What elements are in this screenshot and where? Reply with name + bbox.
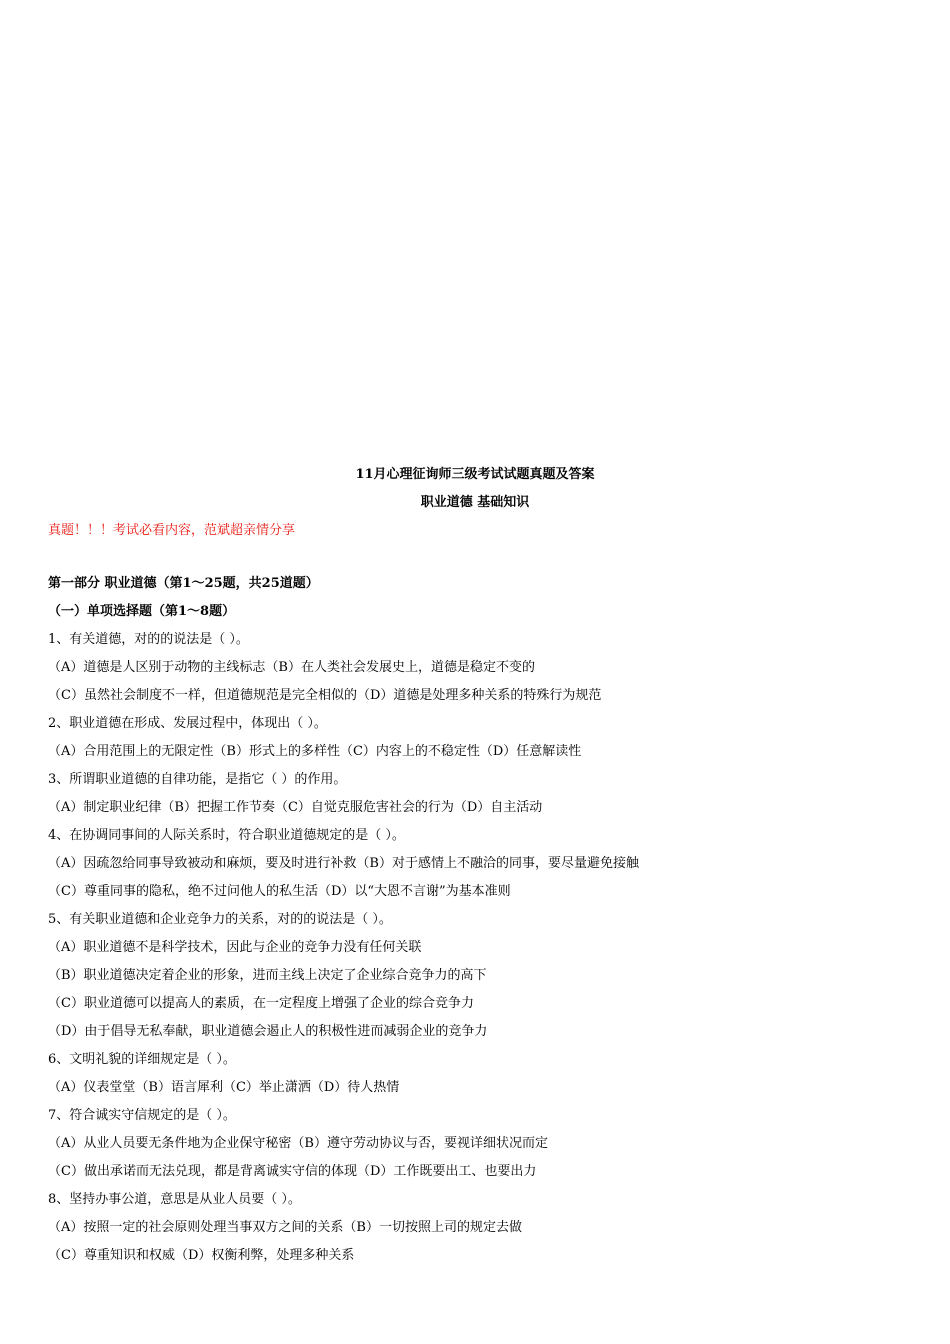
exam-content bbox=[48, 575, 908, 1275]
question-options: （A）按照一定的社会原则处理当事双方之间的关系（B）一切按照上司的规定去做 bbox=[48, 1220, 522, 1235]
part-heading: 第一部分 职业道德（第1～25题，共25道题） bbox=[48, 576, 319, 591]
red-notice: 真题！！！考试必看内容，范斌超亲情分享 bbox=[48, 523, 296, 538]
question-stem: 1、有关道德，对的的说法是（ ）。 bbox=[48, 632, 249, 647]
document-title: 11月心理征询师三级考试试题真题及答案 bbox=[355, 467, 595, 482]
question-options: （D）由于倡导无私奉献，职业道德会遏止人的积极性进而减弱企业的竞争力 bbox=[48, 1024, 488, 1039]
question-stem: 5、有关职业道德和企业竞争力的关系，对的的说法是（ ）。 bbox=[48, 912, 392, 927]
question-options: （A）道德是人区别于动物的主线标志（B）在人类社会发展史上，道德是稳定不变的 bbox=[48, 660, 535, 675]
document-subtitle: 职业道德 基础知识 bbox=[420, 495, 530, 510]
question-stem: 4、在协调同事间的人际关系时，符合职业道德规定的是（ ）。 bbox=[48, 828, 405, 843]
question-options: （A）合用范围上的无限定性（B）形式上的多样性（C）内容上的不稳定性（D）任意解读性 bbox=[48, 744, 582, 759]
group-heading: （一）单项选择题（第1～8题） bbox=[48, 604, 236, 619]
question-options: （A）因疏忽给同事导致被动和麻烦，要及时进行补救（B）对于感情上不融洽的同事，要尽量避免接触 bbox=[48, 856, 639, 871]
question-options: （C）做出承诺而无法兑现，都是背离诚实守信的体现（D）工作既要出工、也要出力 bbox=[48, 1164, 537, 1179]
question-options: （C）尊重同事的隐私，绝不过问他人的私生活（D）以“大恩不言谢”为基本准则 bbox=[48, 884, 511, 899]
question-options: （C）职业道德可以提高人的素质，在一定程度上增强了企业的综合竞争力 bbox=[48, 996, 474, 1011]
question-options: （C）尊重知识和权威（D）权衡利弊，处理多种关系 bbox=[48, 1248, 355, 1263]
question-options: （A）制定职业纪律（B）把握工作节奏（C）自觉克服危害社会的行为（D）自主活动 bbox=[48, 800, 543, 815]
question-stem: 6、文明礼貌的详细规定是（ ）。 bbox=[48, 1052, 236, 1067]
question-options: （C）虽然社会制度不一样，但道德规范是完全相似的（D）道德是处理多种关系的特殊行为规范 bbox=[48, 688, 602, 703]
question-stem: 2、职业道德在形成、发展过程中，体现出（ ）。 bbox=[48, 716, 327, 731]
question-stem: 7、符合诚实守信规定的是（ ）。 bbox=[48, 1108, 236, 1123]
question-stem: 8、坚持办事公道，意思是从业人员要（ ）。 bbox=[48, 1192, 301, 1207]
question-stem: 3、所谓职业道德的自律功能，是指它（ ）的作用。 bbox=[48, 772, 347, 787]
question-options: （B）职业道德决定着企业的形象，进而主线上决定了企业综合竞争力的高下 bbox=[48, 968, 487, 983]
question-options: （A）从业人员要无条件地为企业保守秘密（B）遵守劳动协议与否，要视详细状况而定 bbox=[48, 1136, 548, 1151]
question-options: （A）职业道德不是科学技术，因此与企业的竞争力没有任何关联 bbox=[48, 940, 422, 955]
question-options: （A）仪表堂堂（B）语言犀利（C）举止潇洒（D）待人热情 bbox=[48, 1080, 400, 1095]
